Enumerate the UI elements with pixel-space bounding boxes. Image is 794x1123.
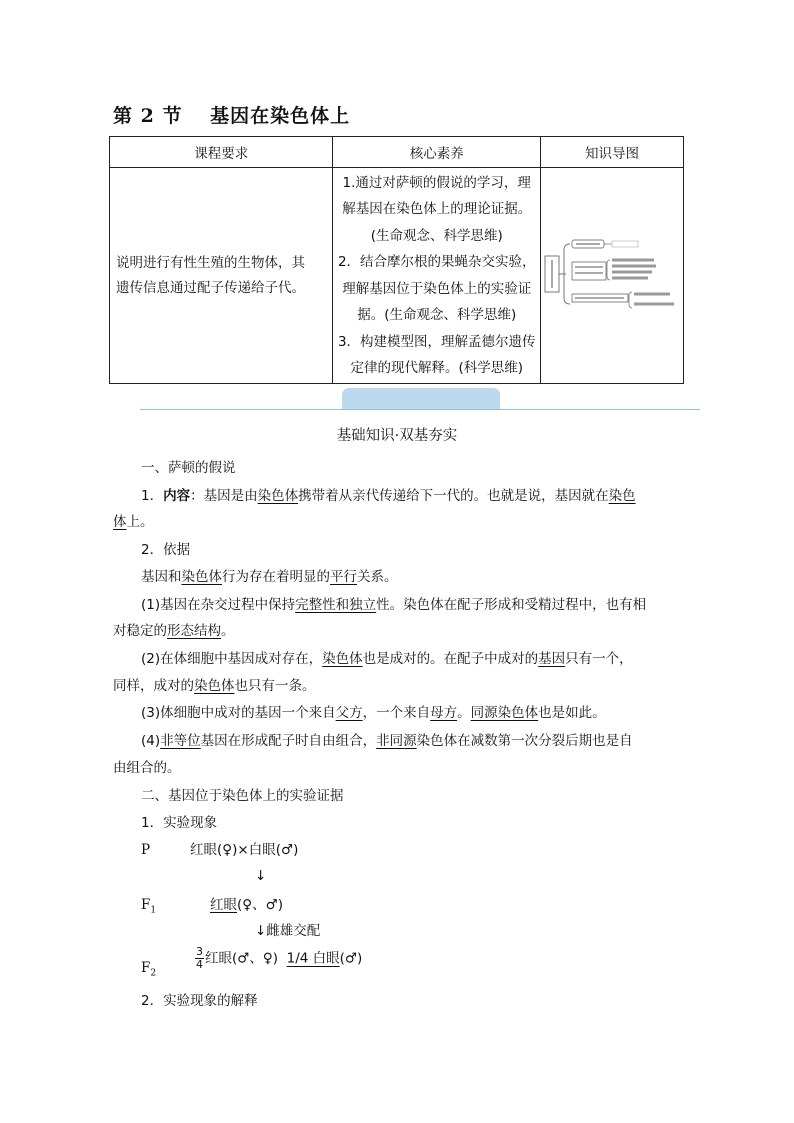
label-p: P: [141, 842, 151, 858]
literacy-cell: 1.通过对萨顿的假说的学习，理 解基因在染色体上的理论证据。 (生命观念、科学思维) 2．结合摩尔根的果蝇杂交实验， 理解基因位于染色体上的实验证 据。(生命观念、科学思维) 3．构建模型图，理解孟德尔遗传 定律的现代解释。(科学思维): [333, 168, 541, 384]
knowledge-map-cell: [541, 168, 684, 384]
label-f2: $F_2$: [141, 960, 157, 979]
header-requirement: 课程要求: [110, 137, 333, 168]
para-basis: 基因和染色体行为存在着明显的平行关系。: [141, 569, 398, 585]
f2-result: $\frac{3}{4}$ 红眼(♂、♀) 1/4 白眼(♂): [196, 945, 363, 971]
para-3: (3)体细胞中成对的基因一个来自父方，一个来自母方。同源染色体也是如此。: [141, 705, 606, 721]
requirement-cell: 说明进行有性生殖的生物体，其 遗传信息通过配子传递给子代。: [110, 168, 333, 384]
course-table: [109, 136, 684, 384]
item-basis: 2．依据: [141, 542, 191, 558]
para-content-cont: 体上。: [113, 514, 154, 530]
section-banner: 基础知识·双基夯实: [336, 428, 458, 444]
page-title: 第 2 节 基因在染色体上: [113, 105, 351, 127]
para-1-cont: 对稳定的形态结构。: [113, 623, 235, 639]
item-phenomenon: 1．实验现象: [141, 815, 218, 831]
para-4-cont: 由组合的。: [113, 760, 181, 776]
para-1: (1)基因在杂交过程中保持完整性和独立性。染色体在配子形成和受精过程中，也有相: [141, 597, 647, 613]
banner-divider: [140, 409, 700, 410]
arrow-down-icon: ↓: [255, 868, 267, 884]
cross-p: 红眼(♀)×白眼(♂): [190, 842, 299, 858]
header-literacy: 核心素养: [333, 137, 541, 168]
banner-tab: [342, 388, 500, 409]
label-f1: $F_1$: [141, 897, 157, 916]
f1-result: 红眼(♀、♂): [210, 897, 284, 913]
knowledge-map-image: [544, 238, 680, 310]
para-2: (2)在体细胞中基因成对存在，染色体也是成对的。在配子中成对的基因只有一个，: [141, 651, 633, 667]
arrow-mating: ↓雌雄交配: [255, 923, 321, 939]
heading-sutton: 一、萨顿的假说: [141, 460, 236, 476]
header-knowledge-map: 知识导图: [541, 137, 684, 168]
item-explanation: 2．实验现象的解释: [141, 993, 258, 1009]
para-4: (4)非等位基因在形成配子时自由组合，非同源染色体在减数第一次分裂后期也是自: [141, 733, 633, 749]
para-2-cont: 同样，成对的染色体也只有一条。: [113, 678, 316, 694]
para-content: 1．内容：基因是由染色体携带着从亲代传递给下一代的。也就是说，基因就在染色: [141, 488, 636, 504]
fraction-three-quarters: $\frac{3}{4}$: [196, 945, 203, 971]
heading-evidence: 二、基因位于染色体上的实验证据: [141, 788, 344, 804]
